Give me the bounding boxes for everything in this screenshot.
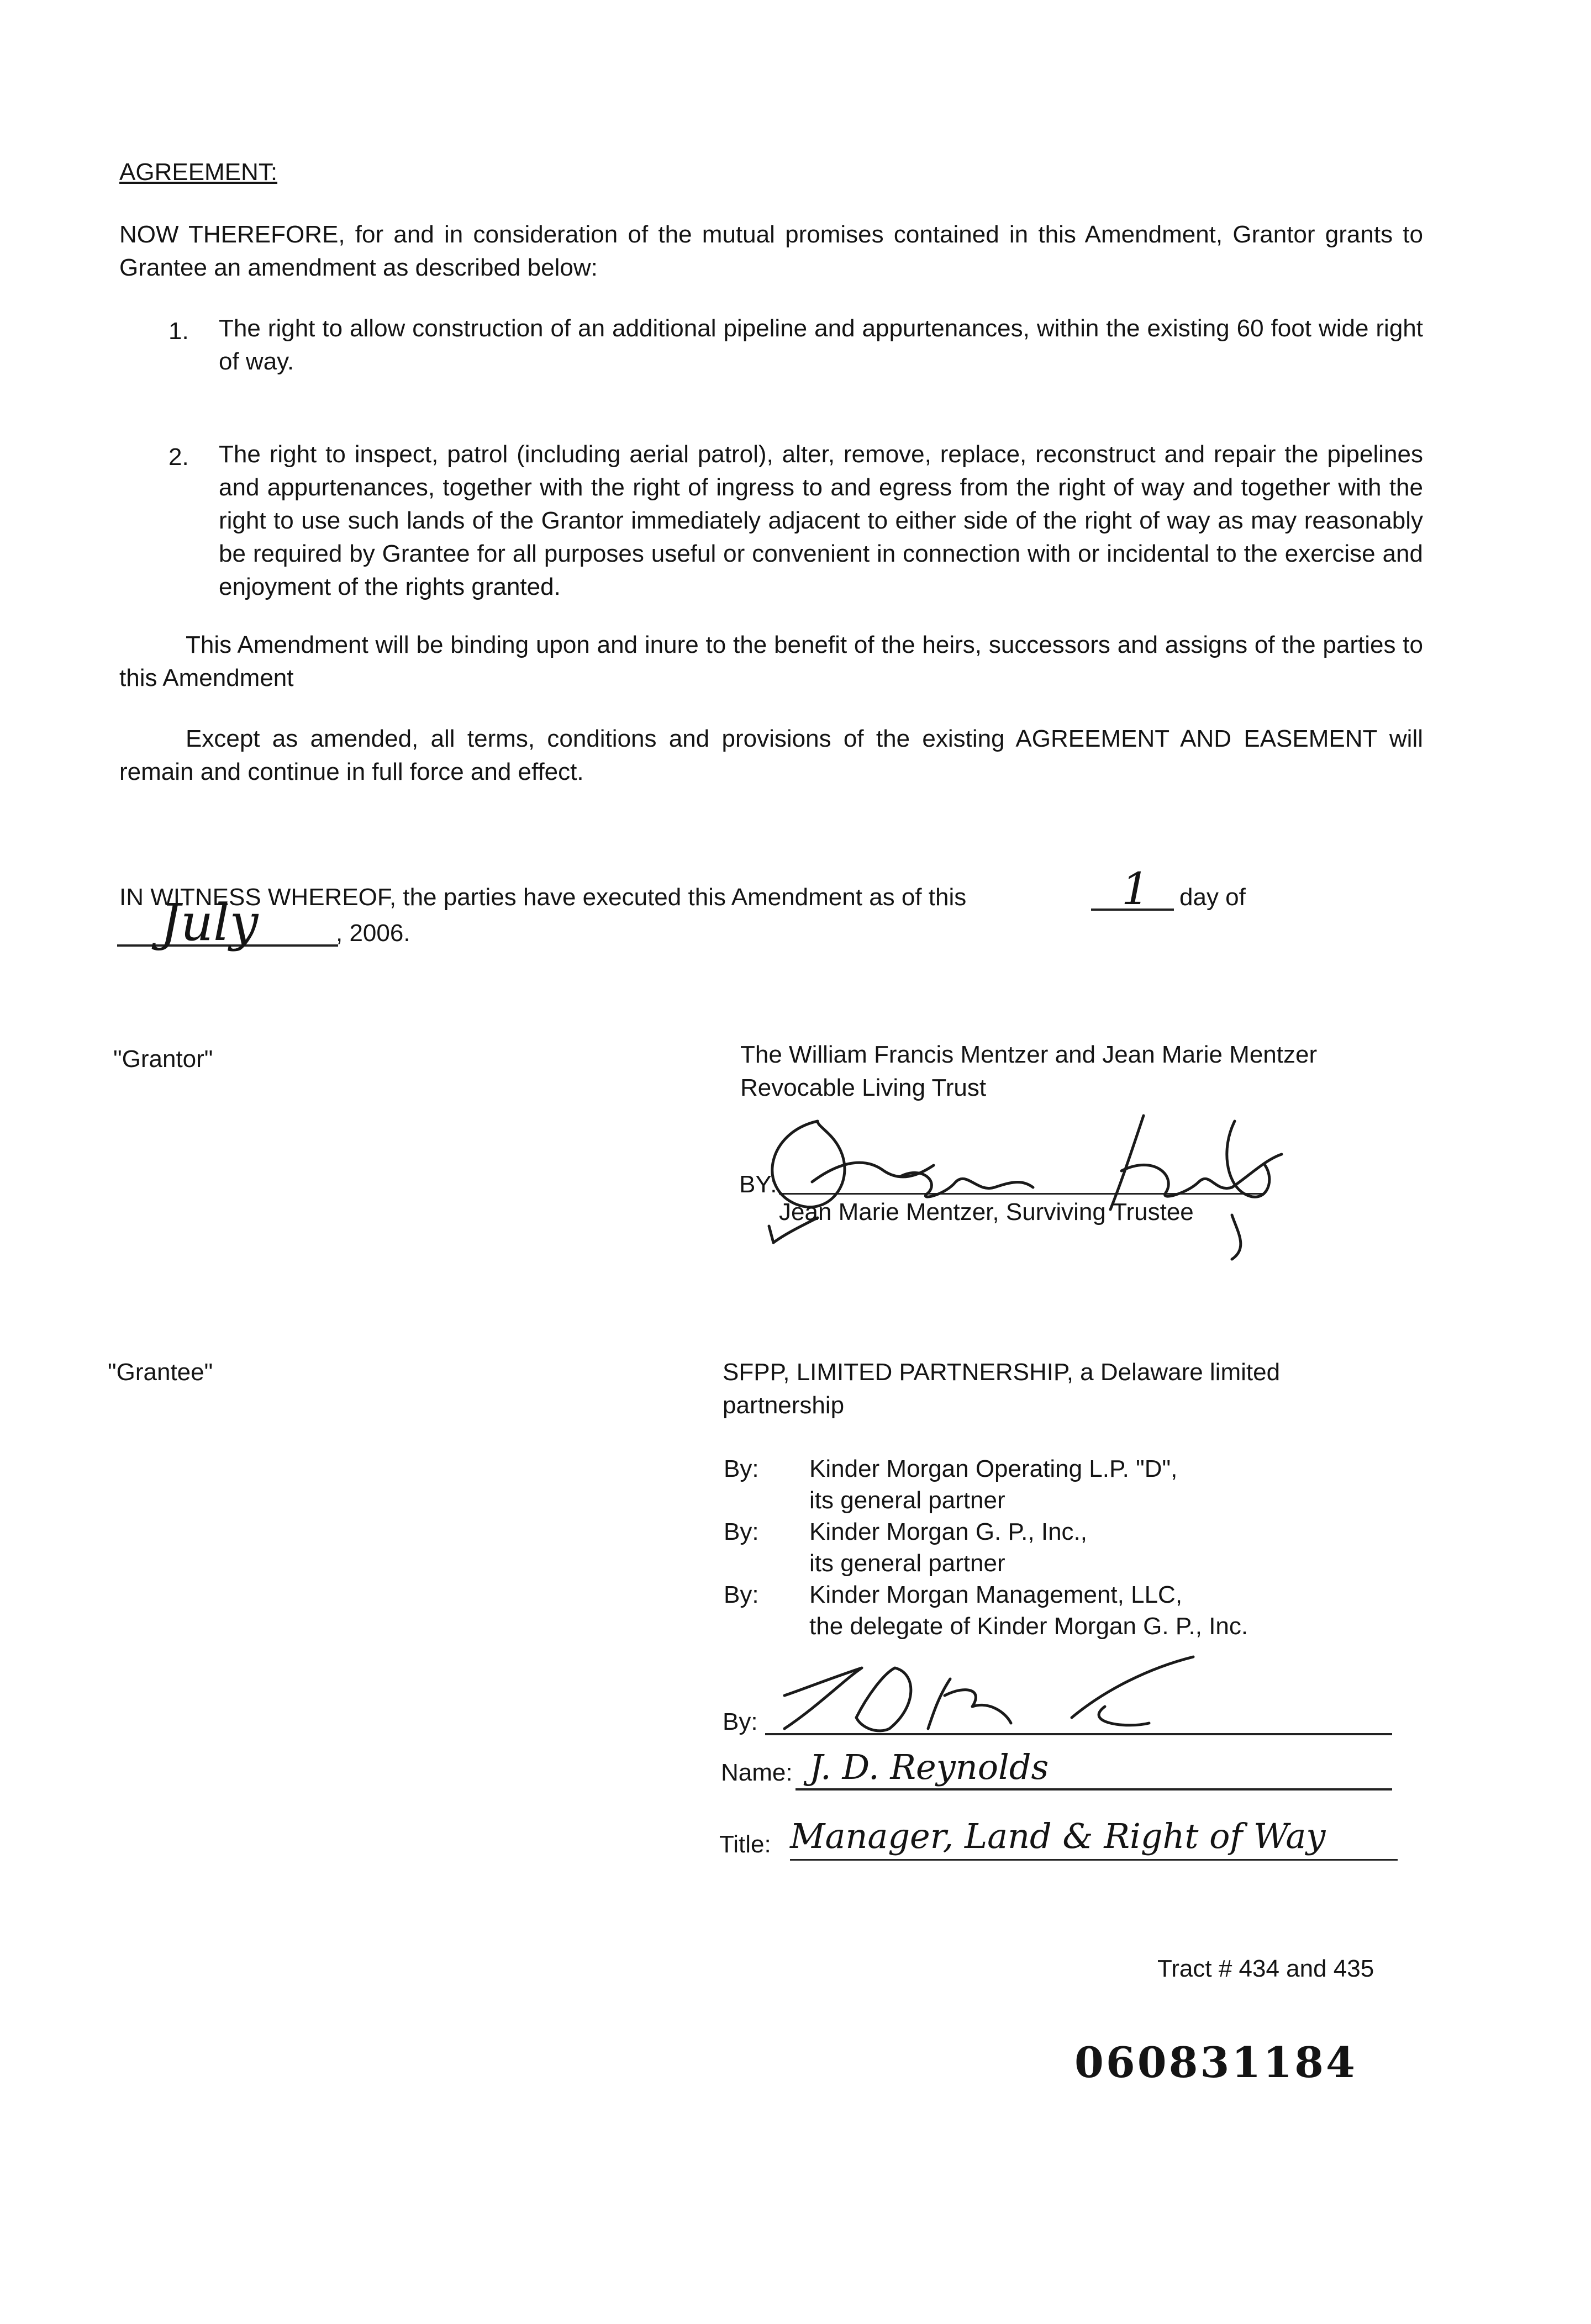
title-handwritten: Manager, Land & Right of Way — [790, 1816, 1326, 1856]
day-handwritten: 1 — [1121, 863, 1150, 915]
grantee-by-label: By: — [723, 1708, 758, 1735]
witness-text: IN WITNESS WHEREOF, the parties have executed this Amendment as of this — [119, 884, 967, 911]
title-label: Title: — [719, 1831, 771, 1858]
chain-1-line2: its general partner — [809, 1487, 1005, 1514]
item-1-number: 1. — [168, 318, 189, 345]
chain-2-by: By: — [724, 1518, 759, 1545]
grantor-trust-line2: Revocable Living Trust — [740, 1074, 987, 1101]
chain-2-line2: its general partner — [809, 1550, 1005, 1577]
month-handwritten: July — [160, 893, 259, 952]
agreement-heading: AGREEMENT: — [119, 159, 278, 186]
grantee-entity-line2: partnership — [723, 1392, 845, 1419]
day-of-text: day of — [1179, 884, 1246, 911]
year-text: , 2006. — [336, 920, 410, 947]
chain-2-line1: Kinder Morgan G. P., Inc., — [809, 1518, 1087, 1545]
tract-number: Tract # 434 and 435 — [1157, 1955, 1374, 1982]
item-2-number: 2. — [168, 443, 189, 471]
name-line — [796, 1788, 1392, 1790]
item-1-text: The right to allow construction of an additional pipeline and appurtenances, within the existing 60 foot wide right of way. — [219, 315, 1423, 375]
title-line — [790, 1859, 1398, 1861]
grantee-signature — [751, 1646, 1248, 1745]
grantor-trust-line1: The William Francis Mentzer and Jean Marie Mentzer — [740, 1041, 1318, 1068]
chain-3-line1: Kinder Morgan Management, LLC, — [809, 1581, 1183, 1608]
name-handwritten: J. D. Reynolds — [809, 1747, 1049, 1787]
grantee-entity-line1: SFPP, LIMITED PARTNERSHIP, a Delaware limited — [723, 1359, 1281, 1386]
name-label: Name: — [721, 1759, 793, 1786]
chain-1-line1: Kinder Morgan Operating L.P. "D", — [809, 1455, 1178, 1482]
grantor-by-label: BY: — [739, 1171, 777, 1198]
item-2-text: The right to inspect, patrol (including aerial patrol), alter, remove, replace, reconstruct and repair the pipelines and appurtenances, together with the right of ingress to and egress from the right of way and together with the right to use such lands of the Grantor immediately adjacent to either side of the right of way as may reasonably be required by Grantee for all purposes useful or convenient in connection with or incidental to the exercise and enjoyment of the rights granted. — [219, 441, 1423, 600]
grantor-signer-name: Jean Marie Mentzer, Surviving Trustee — [779, 1198, 1194, 1226]
grantor-signature — [735, 1099, 1298, 1270]
grantor-label: "Grantor" — [113, 1045, 213, 1073]
intro-paragraph: NOW THEREFORE, for and in consideration of the mutual promises contained in this Amendment, Grantor grants to Grantee an amendment as described below: — [119, 221, 1423, 281]
except-clause: Except as amended, all terms, conditions and provisions of the existing AGREEMENT AND EASEMENT will remain and continue in full force and effect. — [119, 725, 1423, 785]
chain-3-line2: the delegate of Kinder Morgan G. P., Inc. — [809, 1613, 1248, 1640]
binding-clause: This Amendment will be binding upon and inure to the benefit of the heirs, successors and assigns of the parties to this Amendment — [119, 631, 1423, 691]
grantee-label: "Grantee" — [108, 1359, 213, 1386]
document-number: 060831184 — [1074, 2038, 1357, 2087]
chain-1-by: By: — [724, 1455, 759, 1482]
chain-3-by: By: — [724, 1581, 759, 1608]
